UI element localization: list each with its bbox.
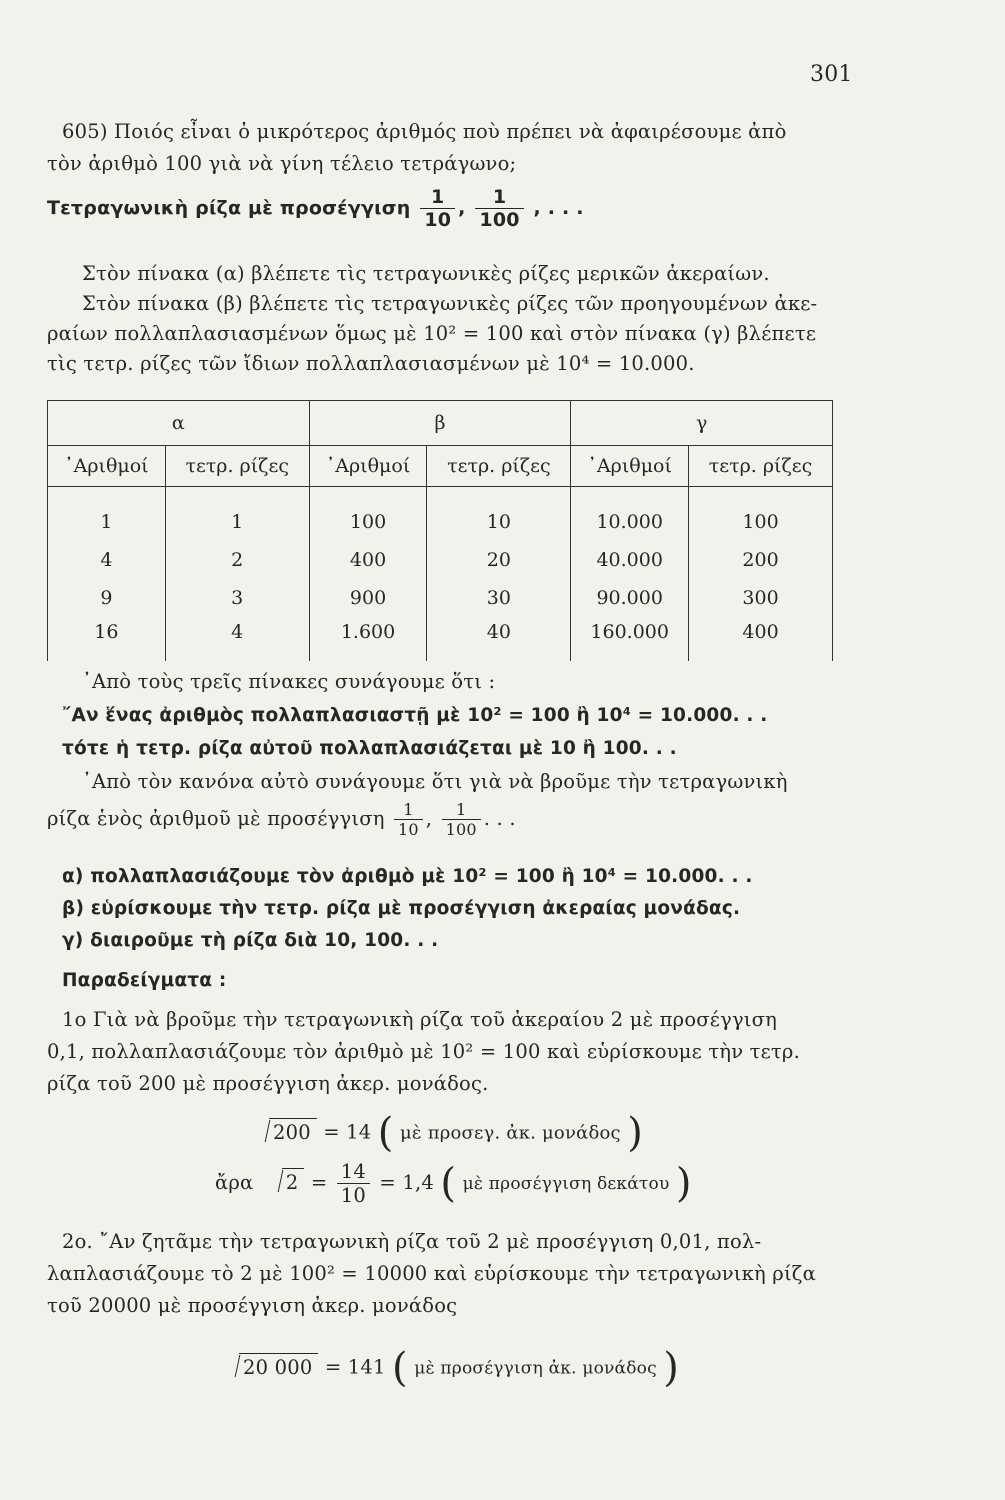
table-group-alpha: α [48,401,310,446]
table-cell: 2 [165,541,309,579]
example-1-line-1: 1ο Γιὰ νὰ βροῦμε τὴν τετραγωνικὴ ρίζα τοῦ ἀκεραίου 2 μὲ προσέγγιση [62,1008,778,1031]
intro-line-3: ραίων πολλαπλασιασμένων ὅμως μὲ 10² = 100 καὶ στὸν πίνακα (γ) βλέπετε [47,322,817,345]
eq2-equals: = [310,1171,328,1194]
heading-frac1-denominator: 10 [420,208,455,231]
table-cell: 40 [427,617,571,661]
problem-line-2: τὸν ἀριθμὸ 100 γιὰ νὰ γίνη τέλειο τετράγωνο; [47,152,517,175]
table-cell: 900 [309,579,427,617]
table-cell: 10 [427,487,571,542]
table-row [48,541,833,579]
example-2-line-2: λαπλασιάζουμε τὸ 2 μὲ 100² = 10000 καὶ εὑρίσκουμε τὴν τετραγωνικὴ ρίζα [47,1262,816,1285]
table-cell: 3 [165,579,309,617]
open-paren: ( [392,1345,408,1391]
heading-frac2-denominator: 100 [475,208,523,231]
sqrt-symbol [268,1168,305,1194]
table-cell: 1 [48,487,166,542]
rule-line-2: τότε ἡ τετρ. ρίζα αὐτοῦ πολλαπλασιάζεται μὲ 10 ἢ 100. . . [62,738,677,759]
example-2-line-3: τοῦ 20000 μὲ προσέγγιση ἀκερ. μονάδος [47,1294,458,1317]
sqrt-symbol [255,1118,317,1144]
table-cell: 9 [48,579,166,617]
conclusion-lead: ᾿Απὸ τοὺς τρεῖς πίνακες συνάγουμε ὅτι : [82,670,496,693]
example-2-line-1: 2ο. ῎Αν ζητᾶμε τὴν τετραγωνικὴ ρίζα τοῦ 2 μὲ προσέγγιση 0,01, πολ- [62,1230,762,1253]
heading-tail: , . . . [533,197,584,219]
rule-frac2-denominator: 100 [442,819,481,839]
rule-approx-text: ρίζα ἑνὸς ἀριθμοῦ μὲ προσέγγιση [47,807,385,830]
heading-fraction-2 [475,186,523,231]
table-cell: 10.000 [571,487,689,542]
rule-intro: ᾿Απὸ τὸν κανόνα αὐτὸ συνάγουμε ὅτι γιὰ νὰ βροῦμε τὴν τετραγωνικὴ [82,770,788,793]
step-alpha: α) πολλαπλασιάζουμε τὸν ἀριθμὸ μὲ 10² = 100 ἢ 10⁴ = 10.000. . . [62,866,753,887]
step-beta: β) εὑρίσκουμε τὴν τετρ. ρίζα μὲ προσέγγιση ἀκεραίας μονάδας. [62,898,741,919]
table-cell: 200 [689,541,833,579]
intro-line-2: Στὸν πίνακα (β) βλέπετε τὶς τετραγωνικὲς ρίζες τῶν προηγουμένων ἀκε- [82,292,818,315]
rule-line-1: ῎Αν ἕνας ἀριθμὸς πολλαπλασιαστῇ μὲ 10² = 100 ἢ 10⁴ = 10.000. . . [62,705,768,726]
section-heading: Τετραγωνικὴ ρίζα μὲ προσέγγιση $\frac{1}{10}$ , $\frac{1}{100}$ , . . . [47,186,584,231]
eq3-result: = 141 [324,1355,386,1379]
table-group-row [48,401,833,446]
equation-3 [225,1345,679,1391]
table-cell: 16 [48,617,166,661]
rule-frac2-numerator: 1 [455,800,467,819]
eq1-note: μὲ προσεγ. ἀκ. μονάδος [400,1122,621,1144]
examples-heading: Παραδείγματα : [62,970,227,991]
table-cell: 400 [689,617,833,661]
table-cell: 100 [689,487,833,542]
table-header: τετρ. ρίζες [689,446,833,487]
rule-tail: . . . [483,807,516,830]
intro-line-4: τὶς τετρ. ρίζες τῶν ἴδιων πολλαπλασιασμένων μὲ 10⁴ = 10.000. [47,352,695,375]
close-paren: ) [675,1160,692,1207]
eq2-result: = 1,4 [379,1171,434,1194]
step-gamma: γ) διαιροῦμε τὴ ρίζα διὰ 10, 100. . . [62,930,439,951]
eq1-radicand: 200 [269,1118,317,1144]
table-cell: 30 [427,579,571,617]
table-header: τετρ. ρίζες [427,446,571,487]
section-heading-text: Τετραγωνικὴ ρίζα μὲ προσέγγιση [47,197,411,219]
table-cell: 40.000 [571,541,689,579]
equation-2 [215,1160,692,1207]
heading-fraction-1 [420,186,455,231]
table-row [48,579,833,617]
rule-frac1-numerator: 1 [403,800,414,819]
table-cell: 300 [689,579,833,617]
page-number: 301 [810,62,853,87]
open-paren: ( [440,1160,457,1207]
table-row [48,617,833,661]
table-header-row [48,446,833,487]
eq2-denominator: 10 [337,1183,370,1207]
eq1-result: = 14 [323,1120,372,1144]
rule-frac-separator: , [425,807,433,830]
heading-frac2-numerator: 1 [492,186,507,208]
rule-fraction-2 [442,800,481,839]
open-paren: ( [377,1110,394,1156]
eq2-ara: ἄρα [215,1171,254,1194]
rule-approx-line [47,800,516,839]
table-cell: 100 [309,487,427,542]
close-paren: ) [663,1345,680,1391]
table-cell: 1.600 [309,617,427,661]
table-row [48,487,833,542]
problem-text-1: Ποιός εἶναι ὁ μικρότερος ἀριθμός ποὺ πρέπει νὰ ἀφαιρέσουμε ἀπὸ [114,120,787,143]
eq2-fraction [337,1160,370,1207]
eq2-numerator: 14 [340,1160,366,1183]
table-cell: 160.000 [571,617,689,661]
example-1-line-2: 0,1, πολλαπλασιάζουμε τὸν ἀριθμὸ μὲ 10² = 100 καὶ εὑρίσκουμε τὴν τετρ. [47,1040,800,1063]
table-header: τετρ. ρίζες [165,446,309,487]
close-paren: ) [627,1110,644,1156]
table-cell: 4 [165,617,309,661]
eq2-note: μὲ προσέγγιση δεκάτου [462,1174,670,1194]
table-cell: 4 [48,541,166,579]
table-header: ᾿Αριθμοί [571,446,689,487]
sqrt-symbol [225,1353,318,1379]
example-1-line-3: ρίζα τοῦ 200 μὲ προσέγγιση ἀκερ. μονάδος. [47,1072,489,1095]
table-cell: 1 [165,487,309,542]
table-header: ᾿Αριθμοί [309,446,427,487]
table-header: ᾿Αριθμοί [48,446,166,487]
eq2-radicand: 2 [282,1168,305,1194]
eq3-note: μὲ προσέγγιση ἀκ. μονάδος [414,1358,657,1379]
square-roots-table [47,400,833,661]
problem-number: 605) [62,120,108,143]
problem-line-1 [62,120,787,143]
rule-frac1-denominator: 10 [394,819,423,839]
rule-fraction-1 [394,800,423,839]
intro-line-1: Στὸν πίνακα (α) βλέπετε τὶς τετραγωνικὲς ρίζες μερικῶν ἀκεραίων. [82,262,770,285]
table-cell: 400 [309,541,427,579]
equation-1 [255,1110,643,1156]
table-cell: 90.000 [571,579,689,617]
eq3-radicand: 20 000 [239,1353,318,1379]
heading-frac1-numerator: 1 [431,186,445,208]
table-cell: 20 [427,541,571,579]
table-group-gamma: γ [571,401,833,446]
table-group-beta: β [309,401,571,446]
